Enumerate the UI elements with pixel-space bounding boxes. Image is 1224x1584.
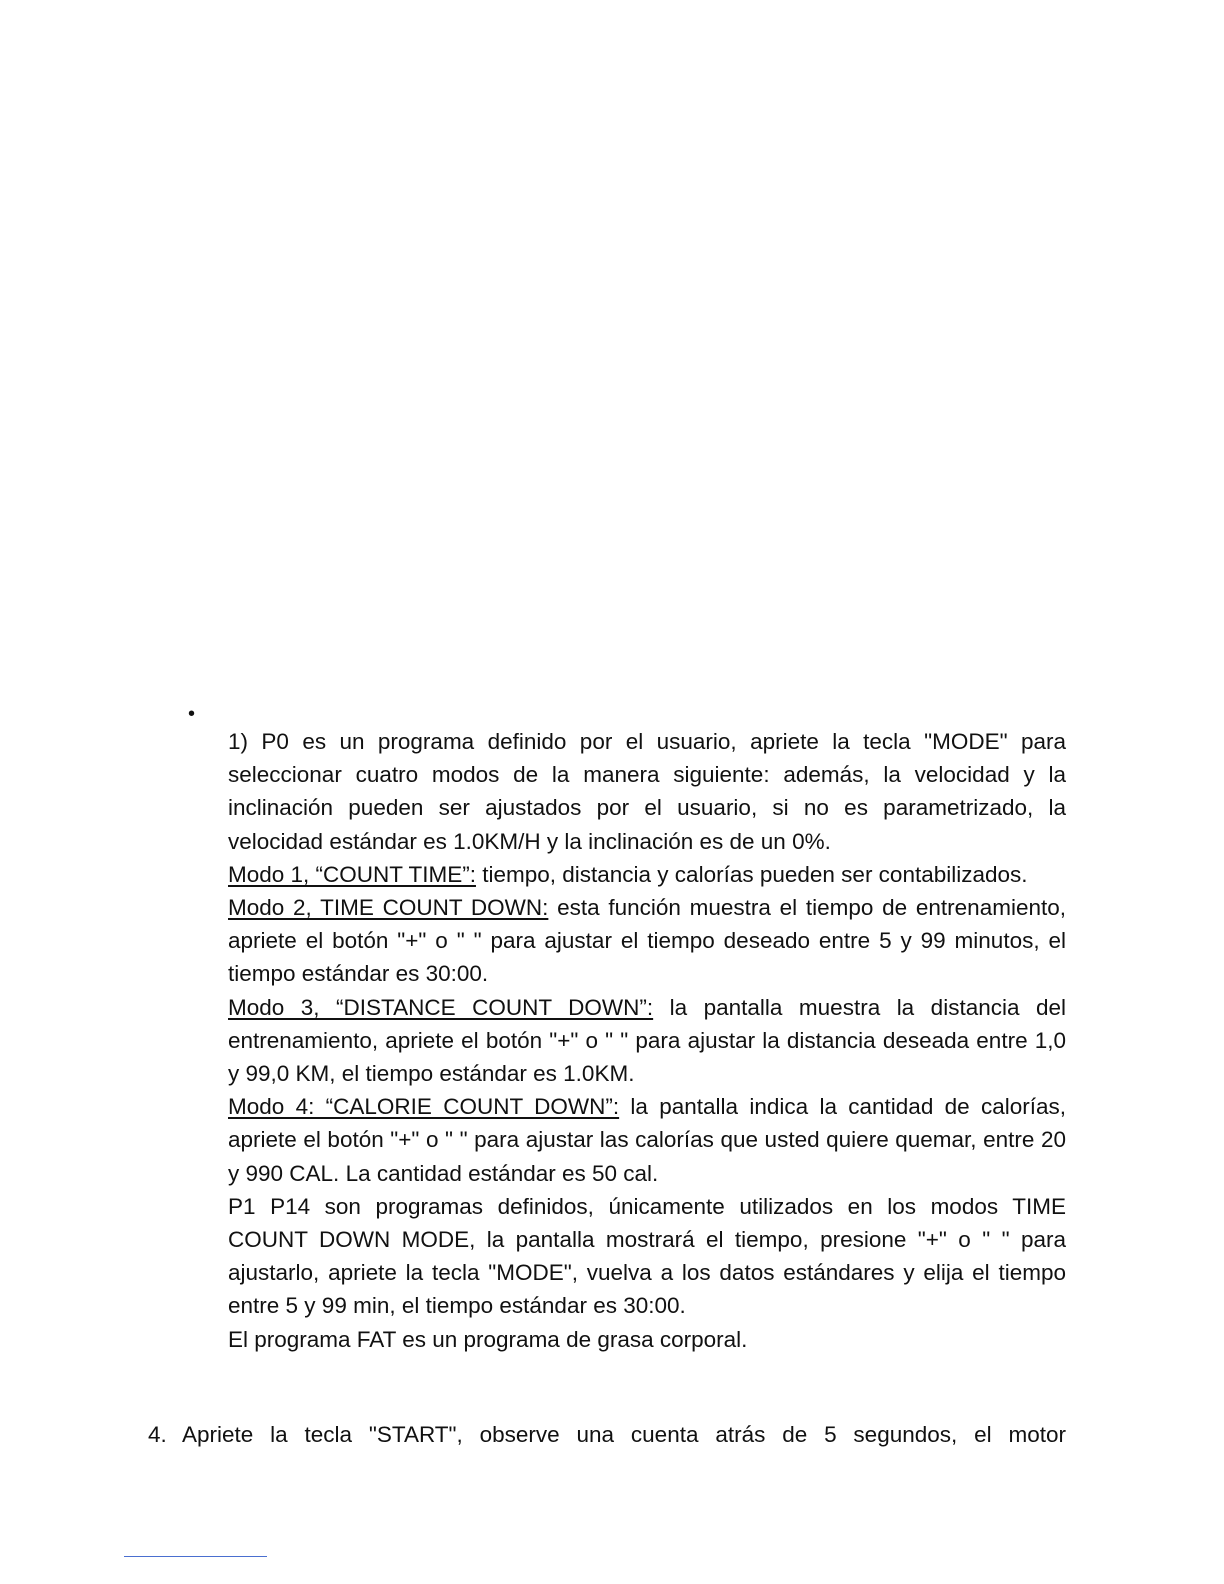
mode-2-text: esta función muestra el tiempo de entrenamiento, apriete el botón "+" o " " para ajustar el tiempo deseado entre 5 y 99 minutos, el tiempo estándar es 30:00. bbox=[228, 895, 1066, 987]
footnote-separator bbox=[124, 1556, 267, 1557]
mode-1-paragraph bbox=[228, 858, 1066, 891]
mode-3-text: la pantalla muestra la distancia del entrenamiento, apriete el botón "+" o " " para ajustar la distancia deseada entre 1,0 y 99,0 KM, el tiempo estándar es 1.0KM. bbox=[228, 994, 1066, 1087]
step-4-number: 4. bbox=[148, 1422, 167, 1447]
mode-3-paragraph bbox=[228, 991, 1066, 1091]
mode-2-title: Modo 2, TIME COUNT DOWN: bbox=[228, 895, 549, 921]
mode-3-title: Modo 3, “DISTANCE COUNT DOWN”: bbox=[228, 994, 654, 1020]
p0-paragraph: 1) P0 es un programa definido por el usuario, apriete la tecla "MODE" para seleccionar cuatro modos de la manera siguiente: además, la velocidad y la inclinación pueden ser ajustados por el usuario, si no es parametrizado, la velocidad estándar es 1.0KM/H y la inclinación es de un 0%. bbox=[228, 729, 1066, 854]
mode-1-text: tiempo, distancia y calorías pueden ser contabilizados. bbox=[475, 861, 1028, 887]
bullet-dot: • bbox=[188, 703, 196, 725]
mode-4-text: la pantalla indica la cantidad de calorías, apriete el botón "+" o " " para ajustar las calorías que usted quiere quemar, entre 20 y 990 CAL. La cantidad estándar es 50 cal. bbox=[228, 1094, 1067, 1186]
mode-2-paragraph bbox=[228, 891, 1066, 991]
p1-p14-paragraph: P1 P14 son programas definidos, únicamente utilizados en los modos TIME COUNT DOWN MODE, la pantalla mostrará el tiempo, presione "+" o " " para ajustarlo, apriete la tecla "MODE", vuelva a los datos estándares y elija el tiempo entre 5 y 99 min, el tiempo estándar es 30:00. bbox=[228, 1193, 1066, 1319]
step-4-text: Apriete la tecla "START", observe una cuenta atrás de 5 segundos, el motor bbox=[182, 1422, 1066, 1447]
fat-program-paragraph: El programa FAT es un programa de grasa corporal. bbox=[228, 1326, 748, 1352]
program-description-block bbox=[228, 725, 1066, 1356]
step-4-line bbox=[148, 1418, 1066, 1451]
mode-4-title: Modo 4: “CALORIE COUNT DOWN”: bbox=[228, 1094, 620, 1120]
mode-4-paragraph bbox=[228, 1090, 1066, 1190]
mode-1-title: Modo 1, “COUNT TIME”: bbox=[228, 861, 476, 887]
